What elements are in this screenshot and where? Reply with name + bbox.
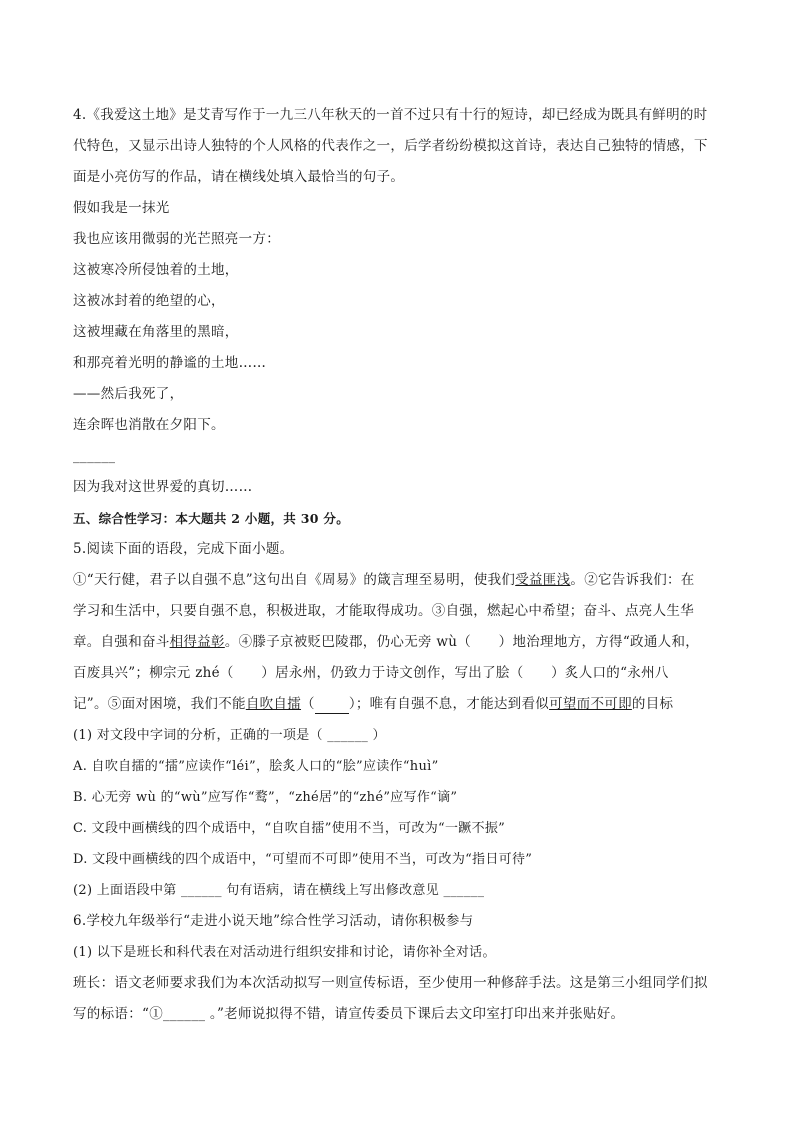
- passage-text: 章。自强和奋斗: [73, 634, 170, 650]
- q6-dialogue-line-1: 班长：语文老师要求我们为本次活动拟写一则宣传标语，至少使用一种修辞手法。这是第三小组同学们拟: [73, 975, 708, 991]
- q5-subquestion-1: (1) 对文段中字词的分析，正确的一项是（ ______ ）: [73, 728, 386, 743]
- passage-text: （: [301, 696, 315, 712]
- poem-line: 连余晖也消散在夕阳下。: [73, 417, 225, 433]
- poem-line: 这被冰封着的绝望的心，: [73, 293, 225, 309]
- answer-blank[interactable]: [315, 695, 349, 714]
- option-a: A. 自吹自擂的“擂”应读作“léi”，脍炙人口的“脍”应读作“huì”: [73, 759, 439, 774]
- passage-text: ①“天行健，君子以自强不息”这句出自《周易》的箴言理至易明，使我们: [73, 572, 516, 588]
- document-content: [73, 100, 723, 1030]
- passage-line-4: 百废具兴”；柳宗元 zhé（ ）居永州，仍致力于诗文创作，写出了脍（ ）炙人口的“永州八: [73, 665, 669, 681]
- q4-line-1: 4.《我爱这土地》是艾青写作于一九三八年秋天的一首不过只有十行的短诗，却已经成为既具有鲜明的时: [73, 107, 708, 123]
- passage-text: 的目标: [631, 696, 674, 712]
- passage-text: ）；唯有自强不息，才能达到看似: [348, 696, 550, 712]
- q6-subquestion-1: (1) 以下是班长和科代表在对活动进行组织安排和讨论，请你补全对话。: [73, 945, 496, 960]
- underlined-idiom: 相得益彰: [169, 634, 225, 650]
- poem-line: 和那亮着光明的静谧的土地……: [73, 355, 267, 371]
- q5-subquestion-2: (2) 上面语段中第 ______ 句有语病，请在横线上写出修改意见 ______: [73, 883, 485, 898]
- q5-intro: 5.阅读下面的语段，完成下面小题。: [73, 541, 294, 557]
- poem-answer-blank[interactable]: ______: [73, 448, 116, 464]
- option-b: B. 心无旁 wù 的“wù”应写作“鹜”，“zhé居”的“zhé”应写作“谪”: [73, 790, 458, 805]
- poem-line: 假如我是一抹光: [73, 200, 170, 216]
- option-d: D. 文段中画横线的四个成语中，“可望而不可即”使用不当，可改为“指日可待”: [73, 852, 533, 867]
- underlined-idiom: 受益匪浅: [515, 572, 571, 588]
- poem-line: 我也应该用微弱的光芒照亮一方：: [73, 231, 280, 247]
- q4-line-2: 代特色，又显示出诗人独特的个人风格的代表作之一，后学者纷纷模拟这首诗，表达自己独特的情感，下: [73, 138, 708, 154]
- passage-line-3: [73, 627, 723, 658]
- underlined-idiom: 自吹自擂: [245, 696, 302, 712]
- passage-line-1: [73, 565, 723, 596]
- passage-line-5: [73, 689, 723, 720]
- underlined-idiom: 可望而不可即: [549, 696, 632, 712]
- poem-line: 这被埋藏在角落里的黑暗，: [73, 324, 239, 340]
- q4-line-3: 面是小亮仿写的作品，请在横线处填入最恰当的句子。: [73, 169, 405, 185]
- passage-text: 。②它告诉我们：在: [570, 572, 695, 588]
- q6-intro: 6.学校九年级举行“走进小说天地”综合性学习活动，请你积极参与: [73, 913, 474, 929]
- passage-text: 记”。⑤面对困境，我们不能: [73, 696, 246, 712]
- passage-text: 。④滕子京被贬巴陵郡，仍心无旁 wù（ ）地治理地方，方得“政通人和，: [224, 634, 700, 650]
- passage-line-2: 学习和生活中，只要自强不息，积极进取，才能取得成功。③自强，燃起心中希望；奋斗、点亮人生华: [73, 603, 694, 619]
- poem-last-line: 因为我对这世界爱的真切……: [73, 479, 253, 495]
- option-c: C. 文段中画横线的四个成语中，“自吹自擂”使用不当，可改为“一蹶不振”: [73, 821, 506, 836]
- poem-line: ——然后我死了，: [73, 386, 184, 402]
- section-heading: 五、综合性学习：本大题共 2 小题，共 30 分。: [73, 511, 350, 526]
- q6-dialogue-line-2: 写的标语：“①______ 。”老师说拟得不错，请宣传委员下课后去文印室打印出来并张贴好。: [73, 1006, 625, 1022]
- poem-line: 这被寒冷所侵蚀着的土地，: [73, 262, 239, 278]
